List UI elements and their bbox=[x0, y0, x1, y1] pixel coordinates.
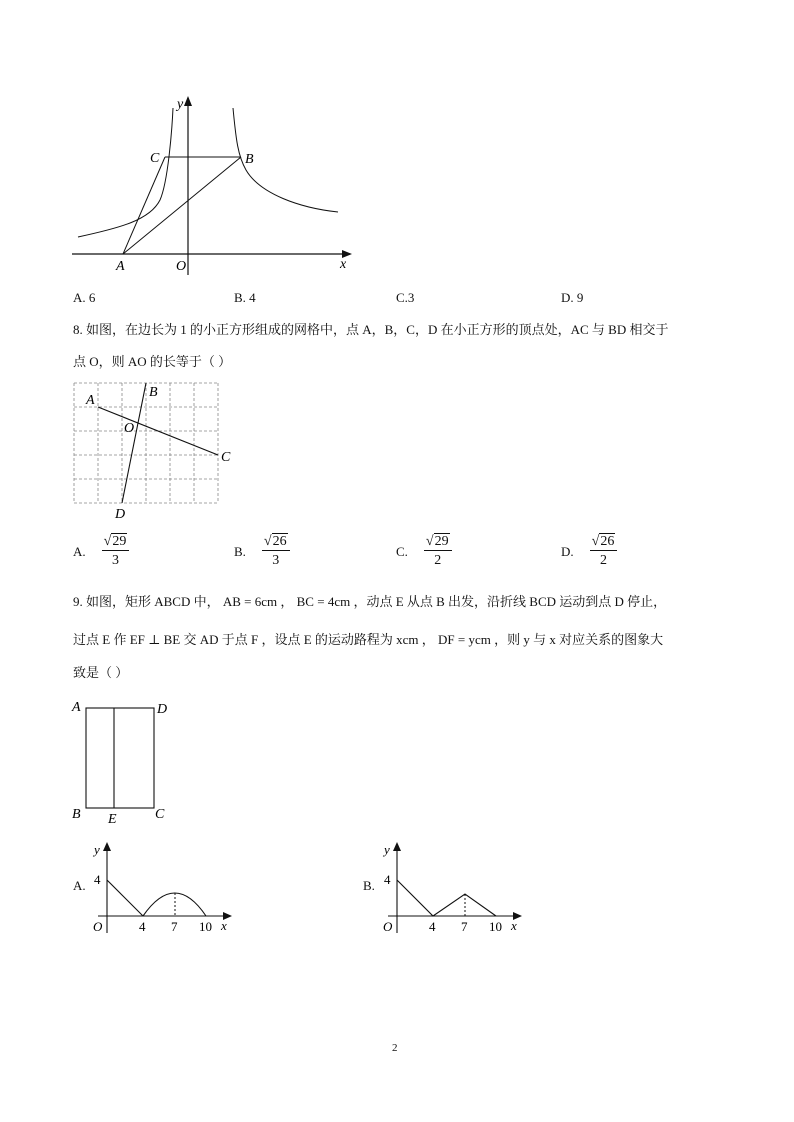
q9b-ytick-4: 4 bbox=[384, 872, 391, 887]
q8-option-c-label: C. bbox=[396, 543, 408, 559]
q9b-xtick-4: 4 bbox=[429, 919, 436, 934]
q8-stem-line2: 点 O，则 AO 的长等于（ ） bbox=[73, 354, 232, 369]
q9a-origin: O bbox=[93, 919, 103, 934]
q8-option-a[interactable] bbox=[73, 534, 129, 569]
q8-option-a-fraction bbox=[102, 534, 130, 569]
q8-option-b-fraction bbox=[262, 534, 290, 569]
q8-option-d[interactable] bbox=[561, 534, 617, 569]
q8-option-b-label: B. bbox=[234, 543, 246, 559]
q9-point-c: C bbox=[155, 807, 165, 822]
q8-option-a-denominator: 3 bbox=[102, 550, 130, 569]
q8-option-b-numerator: 26 bbox=[272, 534, 287, 549]
q9-point-b: B bbox=[72, 807, 81, 822]
q9a-xtick-4: 4 bbox=[139, 919, 146, 934]
q8-stem-line1: 8. 如图，在边长为 1 的小正方形组成的网格中，点 A，B，C，D 在小正方形的顶点处，AC 与 BD 相交于 bbox=[73, 322, 669, 337]
q7-origin: O bbox=[176, 259, 187, 274]
q9b-x-label: x bbox=[511, 918, 517, 933]
q8-point-c: C bbox=[221, 450, 231, 465]
q8-option-c-numerator: 29 bbox=[434, 534, 449, 549]
radical-sign: √ bbox=[425, 534, 434, 549]
q7-point-b: B bbox=[245, 152, 254, 167]
q9-point-a: A bbox=[72, 700, 81, 715]
q8-grid-figure bbox=[66, 378, 246, 523]
q8-point-d: D bbox=[115, 507, 126, 522]
radical-sign: √ bbox=[263, 534, 272, 549]
q8-option-d-fraction bbox=[590, 534, 618, 569]
q9-option-a[interactable]: A. bbox=[73, 878, 86, 893]
q7-y-label: y bbox=[177, 97, 184, 112]
q9a-ytick-4: 4 bbox=[94, 872, 101, 887]
radical-sign: √ bbox=[591, 534, 600, 549]
q7-option-a[interactable]: A. 6 bbox=[73, 290, 96, 305]
q8-option-d-label: D. bbox=[561, 543, 574, 559]
q8-option-c[interactable] bbox=[396, 534, 452, 569]
q8-option-b-denominator: 3 bbox=[262, 550, 290, 569]
radical-sign: √ bbox=[103, 534, 112, 549]
q9a-xtick-10: 10 bbox=[199, 919, 212, 934]
q9b-xtick-10: 10 bbox=[489, 919, 502, 934]
q9b-xtick-7: 7 bbox=[461, 919, 468, 934]
q8-option-b[interactable] bbox=[234, 534, 290, 569]
q7-option-d[interactable]: D. 9 bbox=[561, 290, 584, 305]
q9-stem-line1: 9. 如图，矩形 ABCD 中， AB = 6cm ， BC = 4cm ，动点 E 从点 B 出发，沿折线 BCD 运动到点 D 停止， bbox=[73, 594, 667, 609]
q7-x-label: x bbox=[340, 257, 347, 272]
q9-point-d: D bbox=[157, 702, 168, 717]
q9b-origin: O bbox=[383, 919, 393, 934]
q8-point-b: B bbox=[149, 385, 158, 400]
q8-point-a: A bbox=[86, 393, 95, 408]
q9-stem-line2: 过点 E 作 EF ⊥ BE 交 AD 于点 F ，设点 E 的运动路程为 xcm ， DF = ycm ，则 y 与 x 对应关系的图象大 bbox=[73, 632, 664, 647]
q7-point-c: C bbox=[150, 151, 160, 166]
q9-option-b[interactable]: B. bbox=[363, 878, 375, 893]
q9-stem-line3: 致是（ ） bbox=[73, 665, 129, 680]
q9a-xtick-7: 7 bbox=[171, 919, 178, 934]
q7-point-a: A bbox=[116, 259, 125, 274]
q9-rectangle-figure bbox=[66, 695, 186, 825]
q9-graph-b bbox=[378, 838, 528, 938]
q7-hyperbola-figure bbox=[60, 90, 360, 275]
page-number: 2 bbox=[392, 1042, 398, 1054]
q8-option-c-denominator: 2 bbox=[424, 550, 452, 569]
q8-point-o: O bbox=[124, 421, 135, 436]
q8-option-d-numerator: 26 bbox=[600, 534, 615, 549]
q9a-y-label: y bbox=[94, 842, 100, 857]
q7-option-c[interactable]: C.3 bbox=[396, 290, 415, 305]
q9a-x-label: x bbox=[221, 918, 227, 933]
q9-point-e: E bbox=[108, 812, 117, 825]
q8-option-c-fraction bbox=[424, 534, 452, 569]
q9b-y-label: y bbox=[384, 842, 390, 857]
q8-option-d-denominator: 2 bbox=[590, 550, 618, 569]
q8-option-a-numerator: 29 bbox=[112, 534, 127, 549]
q9-graph-a bbox=[88, 838, 238, 938]
q8-option-a-label: A. bbox=[73, 543, 86, 559]
q7-option-b[interactable]: B. 4 bbox=[234, 290, 256, 305]
